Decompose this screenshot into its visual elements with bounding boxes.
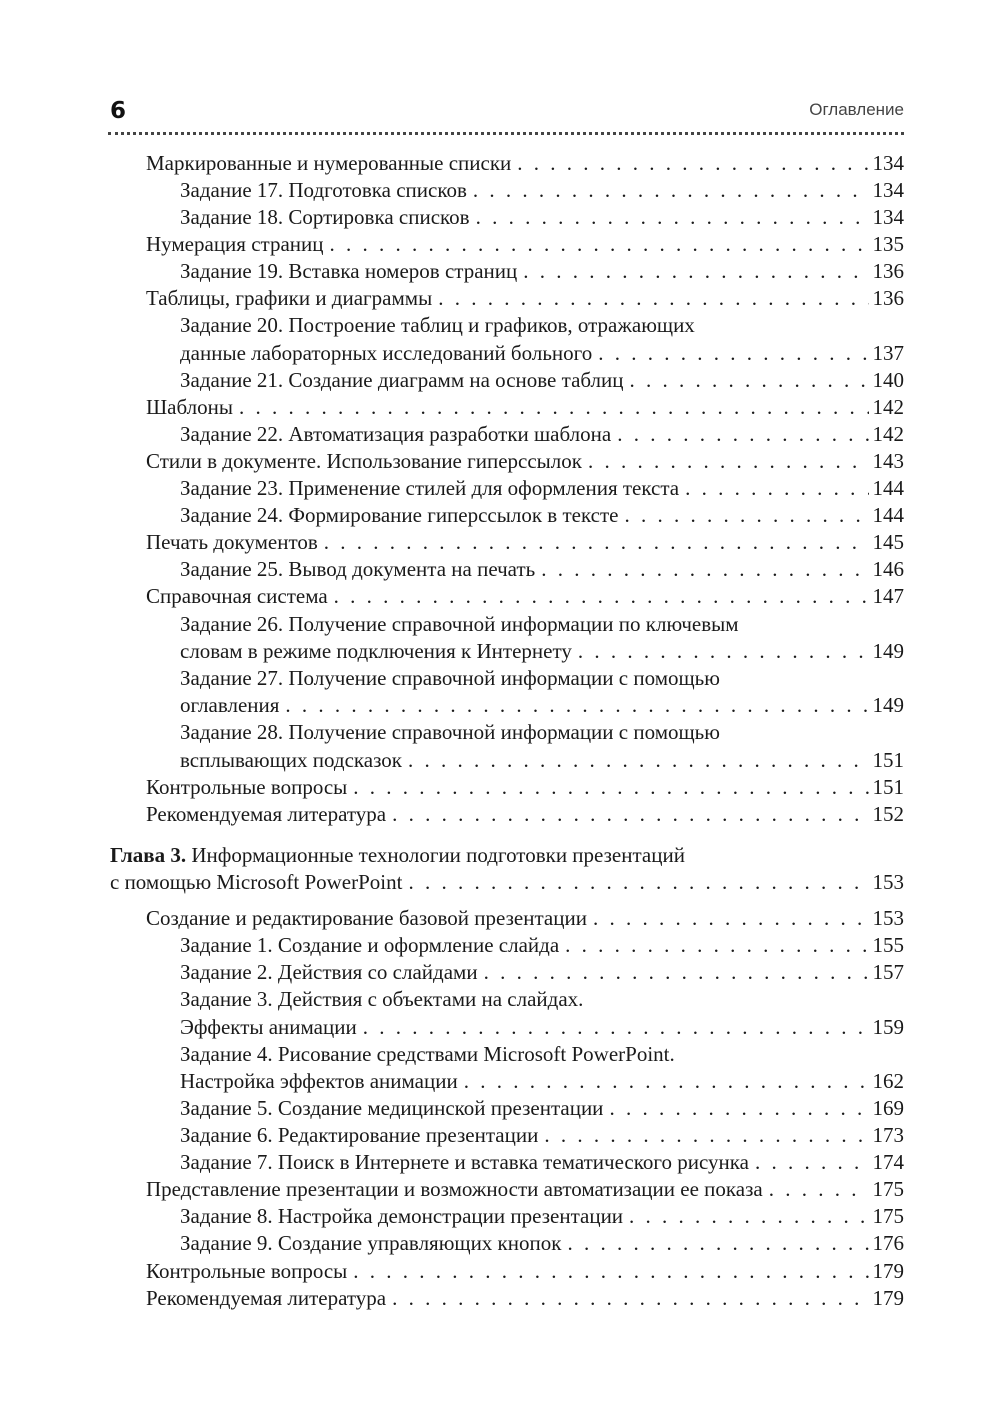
toc-entry-section[interactable]	[146, 905, 904, 932]
leader-dots	[593, 905, 869, 932]
toc-entry-page: 175	[872, 1204, 904, 1228]
toc-entry-task[interactable]	[180, 556, 904, 583]
toc-entry-page: 135	[872, 232, 904, 256]
toc-entry-title: Задание 7. Поиск в Интернете и вставка тематического рисунка	[180, 1150, 749, 1174]
toc-entry-title: Настройка эффектов анимации	[180, 1069, 458, 1093]
toc-entry-title: Задание 8. Настройка демонстрации презентации	[180, 1204, 624, 1228]
toc-entry-task[interactable]	[180, 932, 904, 959]
toc-entry-page: 143	[872, 449, 904, 473]
toc-entry-title-line1[interactable]: Задание 20. Построение таблиц и графиков, отражающих	[180, 313, 695, 337]
toc-entry-page: 157	[872, 960, 904, 984]
toc-entry-task[interactable]	[180, 204, 904, 231]
page-number: 6	[110, 98, 127, 124]
toc-entry-page: 153	[872, 870, 904, 894]
toc-entry-title: Нумерация страниц	[146, 232, 324, 256]
toc-entry-section[interactable]	[146, 285, 904, 312]
leader-dots	[408, 747, 869, 774]
leader-dots	[544, 1122, 868, 1149]
toc-entry-page: 149	[872, 639, 904, 663]
toc-entry-page: 159	[872, 1015, 904, 1039]
leader-dots	[334, 583, 869, 610]
toc-entry-title: словам в режиме подключения к Интернету	[180, 639, 572, 663]
leader-dots	[392, 801, 868, 828]
toc-entry-title: всплывающих подсказок	[180, 748, 402, 772]
toc-entry-title: Представление презентации и возможности автоматизации ее показа	[146, 1177, 763, 1201]
toc-entry-title: оглавления	[180, 693, 280, 717]
leader-dots	[239, 394, 869, 421]
toc-entry-title: Задание 25. Вывод документа на печать	[180, 557, 536, 581]
leader-dots	[353, 774, 868, 801]
toc-entry-page: 174	[872, 1150, 904, 1174]
leader-dots	[769, 1176, 869, 1203]
leader-dots	[598, 340, 868, 367]
toc-entry-page: 144	[872, 503, 904, 527]
toc-entry-section[interactable]	[146, 1258, 904, 1285]
toc-entry-title: Задание 21. Создание диаграмм на основе таблиц	[180, 368, 624, 392]
toc-entry-title: Задание 1. Создание и оформление слайда	[180, 933, 560, 957]
toc-entry-page: 162	[872, 1069, 904, 1093]
toc-entry-title: Задание 9. Создание управляющих кнопок	[180, 1231, 562, 1255]
leader-dots	[353, 1258, 868, 1285]
toc-entry-task[interactable]	[180, 1203, 904, 1230]
toc-entry-title: Таблицы, графики и диаграммы	[146, 286, 433, 310]
toc-entry-task[interactable]	[180, 959, 904, 986]
leader-dots	[476, 204, 869, 231]
toc-entry-page: 136	[872, 259, 904, 283]
toc-entry-page: 137	[872, 341, 904, 365]
toc-entry-page: 142	[872, 422, 904, 446]
toc-entry-title: Задание 19. Вставка номеров страниц	[180, 259, 518, 283]
leader-dots	[330, 231, 869, 258]
leader-dots	[630, 367, 869, 394]
toc-entry-task[interactable]	[180, 1095, 904, 1122]
toc-entry-title: Задание 24. Формирование гиперссылок в тексте	[180, 503, 619, 527]
toc-entry-task[interactable]	[180, 1014, 904, 1041]
toc-entry-task[interactable]	[180, 692, 904, 719]
toc-entry-section[interactable]	[146, 801, 904, 828]
toc-entry-title: Задание 22. Автоматизация разработки шаблона	[180, 422, 612, 446]
toc-entry-page: 146	[872, 557, 904, 581]
toc-entry-page: 142	[872, 395, 904, 419]
toc-entry-title-line1[interactable]: Задание 4. Рисование средствами Microsoft PowerPoint.	[180, 1042, 675, 1066]
toc-entry-task[interactable]	[180, 367, 904, 394]
toc-entry-chapter[interactable]	[110, 869, 904, 896]
toc-entry-section[interactable]	[146, 774, 904, 801]
toc-entry-page: 140	[872, 368, 904, 392]
leader-dots	[523, 258, 868, 285]
toc-entry-page: 136	[872, 286, 904, 310]
leader-dots	[464, 1068, 869, 1095]
toc-entry-section[interactable]	[146, 231, 904, 258]
toc-entry-title: Задание 5. Создание медицинской презентации	[180, 1096, 604, 1120]
toc-entry-task[interactable]	[180, 502, 904, 529]
leader-dots	[285, 692, 868, 719]
toc-entry-title: Задание 18. Сортировка списков	[180, 205, 470, 229]
leader-dots	[392, 1285, 868, 1312]
toc-entry-page: 149	[872, 693, 904, 717]
leader-dots	[567, 1230, 868, 1257]
toc-entry-section[interactable]	[146, 1176, 904, 1203]
toc-entry-title: Эффекты анимации	[180, 1015, 357, 1039]
chapter-title-line1[interactable]	[110, 842, 685, 869]
toc-entry-title-line1[interactable]: Задание 27. Получение справочной информации с помощью	[180, 666, 720, 690]
toc-entry-section[interactable]	[146, 529, 904, 556]
toc-entry-task[interactable]	[180, 475, 904, 502]
toc-entry-section[interactable]	[146, 448, 904, 475]
toc-entry-page: 151	[872, 748, 904, 772]
toc-entry-page: 169	[872, 1096, 904, 1120]
toc-entry-title-line1[interactable]: Задание 3. Действия с объектами на слайдах.	[180, 987, 584, 1011]
toc-entry-section[interactable]	[146, 1285, 904, 1312]
toc-entry-title: Маркированные и нумерованные списки	[146, 151, 512, 175]
toc-entry-title: Задание 2. Действия со слайдами	[180, 960, 478, 984]
leader-dots	[617, 421, 868, 448]
toc-entry-page: 179	[872, 1259, 904, 1283]
toc-entry-page: 151	[872, 775, 904, 799]
toc-entry-title: Задание 17. Подготовка списков	[180, 178, 467, 202]
leader-dots	[473, 177, 869, 204]
toc-entry-title: Стили в документе. Использование гиперссылок	[146, 449, 582, 473]
running-head: Оглавление	[809, 100, 904, 119]
leader-dots	[629, 1203, 868, 1230]
toc-entry-section[interactable]	[146, 394, 904, 421]
toc-entry-title: Создание и редактирование базовой презентации	[146, 906, 587, 930]
toc-entry-title-line1[interactable]: Задание 28. Получение справочной информации с помощью	[180, 720, 720, 744]
chapter-label: Глава 3.	[110, 843, 187, 867]
toc-entry-title: Печать документов	[146, 530, 318, 554]
leader-dots	[588, 448, 869, 475]
leader-dots	[624, 502, 868, 529]
leader-dots	[578, 638, 869, 665]
toc-entry-page: 155	[872, 933, 904, 957]
toc-entry-section[interactable]	[146, 150, 904, 177]
toc-entry-title: Справочная система	[146, 584, 328, 608]
leader-dots	[363, 1014, 869, 1041]
toc-entry-task[interactable]	[180, 638, 904, 665]
leader-dots	[408, 869, 868, 896]
leader-dots	[609, 1095, 868, 1122]
page-header	[108, 96, 904, 135]
toc-entry-title: Задание 23. Применение стилей для оформления текста	[180, 476, 680, 500]
toc-entry-title: Контрольные вопросы	[146, 775, 348, 799]
toc-entry-task[interactable]	[180, 1068, 904, 1095]
leader-dots	[484, 959, 869, 986]
toc-entry-title: Рекомендуемая литература	[146, 802, 387, 826]
toc-entry-page: 179	[872, 1286, 904, 1310]
toc-entry-page: 173	[872, 1123, 904, 1147]
leader-dots	[541, 556, 868, 583]
leader-dots	[438, 285, 868, 312]
toc-entry-task[interactable]	[180, 340, 904, 367]
leader-dots	[565, 932, 868, 959]
toc-entry-task[interactable]	[180, 1149, 904, 1176]
toc-entry-task[interactable]	[180, 421, 904, 448]
toc-entry-title: Контрольные вопросы	[146, 1259, 348, 1283]
leader-dots	[685, 475, 868, 502]
leader-dots	[324, 529, 869, 556]
toc-entry-page: 176	[872, 1231, 904, 1255]
toc-entry-page: 134	[872, 205, 904, 229]
toc-entry-title: Шаблоны	[146, 395, 233, 419]
leader-dots	[517, 150, 868, 177]
toc-entry-page: 134	[872, 178, 904, 202]
toc-entry-page: 147	[872, 584, 904, 608]
toc-entry-task[interactable]	[180, 1230, 904, 1257]
chapter-title-text: Информационные технологии подготовки презентаций	[191, 843, 685, 867]
toc-entry-task[interactable]	[180, 747, 904, 774]
toc-entry-task[interactable]	[180, 258, 904, 285]
toc-entry-page: 134	[872, 151, 904, 175]
toc-entry-task[interactable]	[180, 177, 904, 204]
leader-dots	[755, 1149, 869, 1176]
toc-entry-title-line1[interactable]: Задание 26. Получение справочной информации по ключевым	[180, 612, 739, 636]
toc-entry-page: 145	[872, 530, 904, 554]
toc-entry-task[interactable]	[180, 1122, 904, 1149]
toc-entry-title: данные лабораторных исследований больного	[180, 341, 593, 365]
toc-entry-section[interactable]	[146, 583, 904, 610]
toc-entry-title: с помощью Microsoft PowerPoint	[110, 870, 403, 894]
toc-entry-page: 153	[872, 906, 904, 930]
toc-entry-title: Рекомендуемая литература	[146, 1286, 387, 1310]
toc-entry-title: Задание 6. Редактирование презентации	[180, 1123, 539, 1147]
toc-entry-page: 152	[872, 802, 904, 826]
toc-entry-page: 144	[872, 476, 904, 500]
toc-entry-page: 175	[872, 1177, 904, 1201]
